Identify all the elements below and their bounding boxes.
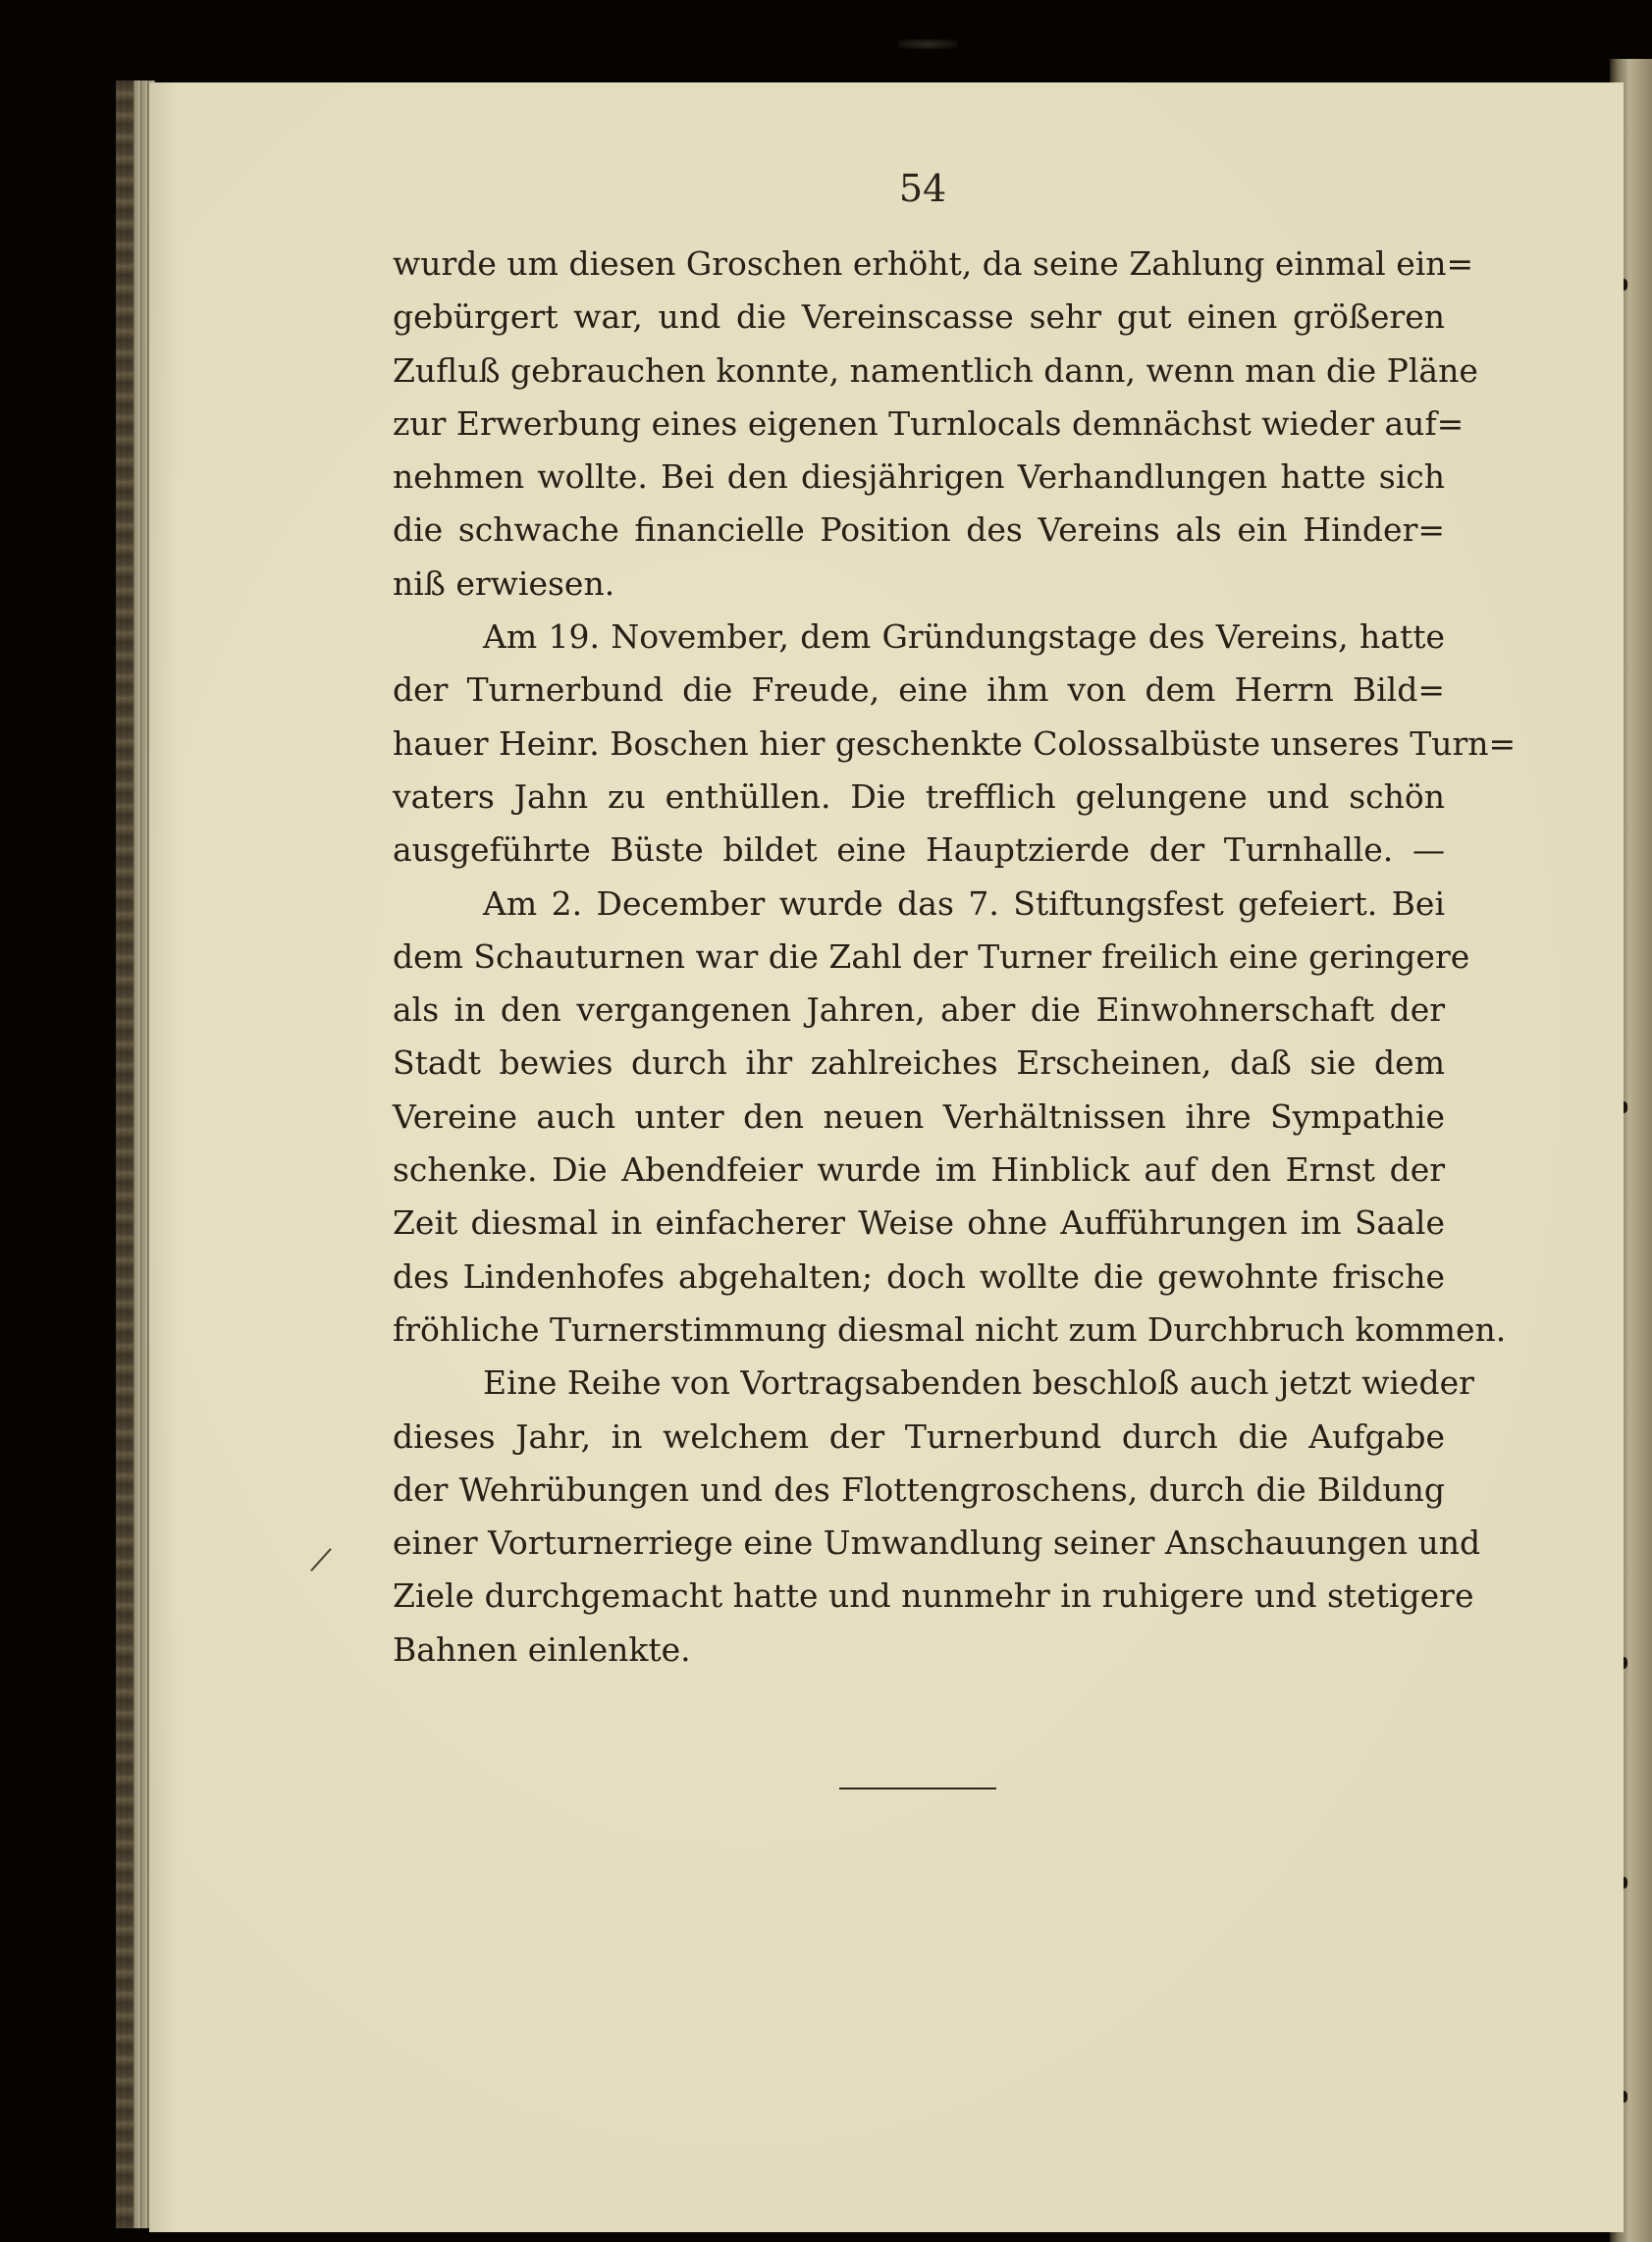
text-line: die schwache financielle Position des Vereins als ein Hinder= xyxy=(393,510,1445,550)
text-line: Ziele durchgemacht hatte und nunmehr in ruhigere und stetigere xyxy=(393,1576,1474,1616)
text-line: wurde um diesen Groschen erhöht, da seine Zahlung einmal ein= xyxy=(393,244,1474,283)
text-line: ausgeführte Büste bildet eine Hauptzierde der Turnhalle. — xyxy=(393,830,1445,870)
text-line: Eine Reihe von Vortragsabenden beschloß auch jetzt wieder xyxy=(483,1363,1474,1403)
text-line: vaters Jahn zu enthüllen. Die trefflich gelungene und schön xyxy=(393,776,1445,816)
section-end-rule xyxy=(839,1788,996,1789)
text-line: niß erwiesen. xyxy=(393,563,615,603)
text-line: dieses Jahr, in welchem der Turnerbund durch die Aufgabe xyxy=(393,1416,1445,1456)
text-line: der Turnerbund die Freude, eine ihm von dem Herrn Bild= xyxy=(393,670,1445,710)
body-text xyxy=(393,238,1517,1677)
text-line: hauer Heinr. Boschen hier geschenkte Colossalbüste unseres Turn= xyxy=(393,723,1517,763)
text-line: fröhliche Turnerstimmung diesmal nicht zum Durchbruch kommen. xyxy=(393,1309,1507,1349)
page-number: 54 xyxy=(898,167,947,210)
text-line: Bahnen einlenkte. xyxy=(393,1629,691,1669)
text-line: zur Erwerbung eines eigenen Turnlocals demnächst wieder auf= xyxy=(393,403,1465,443)
text-line: Zeit diesmal in einfacherer Weise ohne Aufführungen im Saale xyxy=(393,1203,1445,1243)
scan-scuff xyxy=(898,39,957,49)
text-line: nehmen wollte. Bei den diesjährigen Verhandlungen hatte sich xyxy=(393,457,1445,497)
text-line: Am 2. December wurde das 7. Stiftungsfest gefeiert. Bei xyxy=(483,883,1445,923)
text-line: des Lindenhofes abgehalten; doch wollte die gewohnte frische xyxy=(393,1256,1445,1296)
text-line: dem Schauturnen war die Zahl der Turner freilich eine geringere xyxy=(393,936,1470,976)
text-line: der Wehrübungen und des Flottengroschens, durch die Bildung xyxy=(393,1469,1445,1509)
text-line: schenke. Die Abendfeier wurde im Hinblick auf den Ernst der xyxy=(393,1150,1445,1190)
text-line: gebürgert war, und die Vereinscasse sehr gut einen größeren xyxy=(393,297,1445,337)
text-line: Stadt bewies durch ihr zahlreiches Erscheinen, daß sie dem xyxy=(393,1043,1445,1083)
text-line: Vereine auch unter den neuen Verhältnissen ihre Sympathie xyxy=(393,1096,1445,1136)
text-line: Am 19. November, dem Gründungstage des Vereins, hatte xyxy=(483,617,1445,657)
binding-edge xyxy=(116,80,133,2228)
text-line: Zufluß gebrauchen konnte, namentlich dann, wenn man die Pläne xyxy=(393,350,1478,390)
text-line: einer Vorturnerriege eine Umwandlung seiner Anschauungen und xyxy=(393,1523,1481,1563)
text-line: als in den vergangenen Jahren, aber die Einwohnerschaft der xyxy=(393,990,1445,1030)
